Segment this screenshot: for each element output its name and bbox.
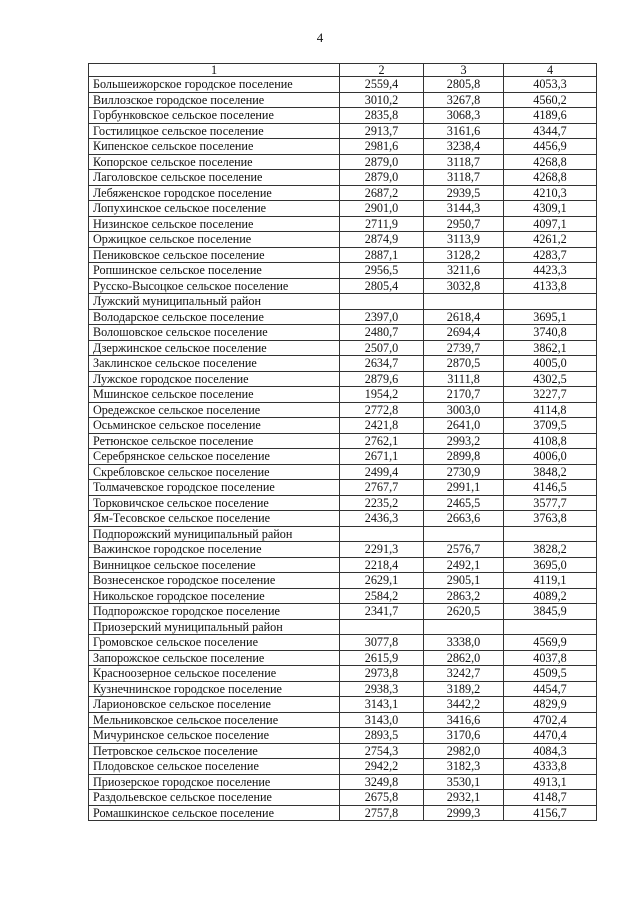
value-cell-2 <box>340 294 424 310</box>
value-cell-2: 2913,7 <box>340 123 424 139</box>
value-cell-3: 2950,7 <box>424 216 504 232</box>
value-cell-4: 4210,3 <box>504 185 597 201</box>
table-row <box>89 123 597 139</box>
value-cell-4: 3862,1 <box>504 340 597 356</box>
value-cell-2: 2805,4 <box>340 278 424 294</box>
value-cell-3 <box>424 526 504 542</box>
settlement-name-cell: Горбунковское сельское поселение <box>89 108 340 124</box>
table-row <box>89 294 597 310</box>
value-cell-3: 3118,7 <box>424 154 504 170</box>
value-cell-4: 4261,2 <box>504 232 597 248</box>
settlement-name-cell: Винницкое сельское поселение <box>89 557 340 573</box>
header-cell-2: 2 <box>340 64 424 77</box>
value-cell-3: 2465,5 <box>424 495 504 511</box>
settlement-name-cell: Ретюнское сельское поселение <box>89 433 340 449</box>
value-cell-3: 2863,2 <box>424 588 504 604</box>
value-cell-3: 3338,0 <box>424 635 504 651</box>
settlement-name-cell: Петровское сельское поселение <box>89 743 340 759</box>
table-row <box>89 216 597 232</box>
value-cell-2: 3077,8 <box>340 635 424 651</box>
table-row <box>89 681 597 697</box>
table-row <box>89 92 597 108</box>
value-cell-2: 2835,8 <box>340 108 424 124</box>
value-cell-3: 3003,0 <box>424 402 504 418</box>
table-row <box>89 712 597 728</box>
value-cell-3: 2870,5 <box>424 356 504 372</box>
settlement-name-cell: Лужское городское поселение <box>89 371 340 387</box>
value-cell-3: 3189,2 <box>424 681 504 697</box>
table-row <box>89 278 597 294</box>
value-cell-2: 2584,2 <box>340 588 424 604</box>
settlement-name-cell: Ларионовское сельское поселение <box>89 697 340 713</box>
value-cell-4: 3227,7 <box>504 387 597 403</box>
value-cell-2: 2938,3 <box>340 681 424 697</box>
value-cell-4: 4333,8 <box>504 759 597 775</box>
value-cell-3: 3442,2 <box>424 697 504 713</box>
value-cell-2: 2942,2 <box>340 759 424 775</box>
value-cell-4: 3740,8 <box>504 325 597 341</box>
settlement-name-cell: Большеижорское городское поселение <box>89 77 340 93</box>
table-header <box>89 64 597 77</box>
table-row <box>89 77 597 93</box>
value-cell-4: 4456,9 <box>504 139 597 155</box>
table-row <box>89 340 597 356</box>
value-cell-2: 2754,3 <box>340 743 424 759</box>
header-cell-1: 1 <box>89 64 340 77</box>
table-row <box>89 108 597 124</box>
value-cell-3: 3068,3 <box>424 108 504 124</box>
value-cell-4: 4423,3 <box>504 263 597 279</box>
settlement-name-cell: Осьминское сельское поселение <box>89 418 340 434</box>
table-row <box>89 542 597 558</box>
value-cell-2: 2421,8 <box>340 418 424 434</box>
value-cell-2: 2874,9 <box>340 232 424 248</box>
table-row <box>89 557 597 573</box>
value-cell-2: 2687,2 <box>340 185 424 201</box>
table-row <box>89 511 597 527</box>
settlement-name-cell: Торковичское сельское поселение <box>89 495 340 511</box>
settlement-name-cell: Русско-Высоцкое сельское поселение <box>89 278 340 294</box>
value-cell-2: 2615,9 <box>340 650 424 666</box>
table-row <box>89 371 597 387</box>
header-cell-3: 3 <box>424 64 504 77</box>
value-cell-2: 2507,0 <box>340 340 424 356</box>
table-row <box>89 170 597 186</box>
settlement-name-cell: Скребловское сельское поселение <box>89 464 340 480</box>
value-cell-3: 2739,7 <box>424 340 504 356</box>
table-row <box>89 309 597 325</box>
value-cell-2: 2757,8 <box>340 805 424 821</box>
value-cell-2: 2762,1 <box>340 433 424 449</box>
value-cell-3 <box>424 294 504 310</box>
settlement-name-cell: Копорское сельское поселение <box>89 154 340 170</box>
value-cell-2: 2879,6 <box>340 371 424 387</box>
value-cell-4: 4309,1 <box>504 201 597 217</box>
settlement-name-cell: Кузнечнинское городское поселение <box>89 681 340 697</box>
value-cell-4: 4005,0 <box>504 356 597 372</box>
value-cell-4: 3763,8 <box>504 511 597 527</box>
settlement-name-cell: Виллозское городское поселение <box>89 92 340 108</box>
value-cell-3: 3182,3 <box>424 759 504 775</box>
value-cell-4: 3695,0 <box>504 557 597 573</box>
value-cell-2: 2499,4 <box>340 464 424 480</box>
value-cell-3: 2932,1 <box>424 790 504 806</box>
header-cell-4: 4 <box>504 64 597 77</box>
settlement-name-cell: Ям-Тесовское сельское поселение <box>89 511 340 527</box>
settlement-name-cell: Вознесенское городское поселение <box>89 573 340 589</box>
table-row <box>89 185 597 201</box>
value-cell-4: 4119,1 <box>504 573 597 589</box>
value-cell-3: 2905,1 <box>424 573 504 589</box>
value-cell-3: 3128,2 <box>424 247 504 263</box>
value-cell-4 <box>504 619 597 635</box>
settlement-name-cell: Мичуринское сельское поселение <box>89 728 340 744</box>
value-cell-3: 2993,2 <box>424 433 504 449</box>
settlement-name-cell: Подпорожское городское поселение <box>89 604 340 620</box>
table-row <box>89 774 597 790</box>
table-row <box>89 697 597 713</box>
value-cell-2: 3249,8 <box>340 774 424 790</box>
value-cell-4: 4283,7 <box>504 247 597 263</box>
value-cell-3: 2730,9 <box>424 464 504 480</box>
table-row <box>89 263 597 279</box>
value-cell-2: 2973,8 <box>340 666 424 682</box>
value-cell-2: 2772,8 <box>340 402 424 418</box>
value-cell-4: 4470,4 <box>504 728 597 744</box>
table-row <box>89 449 597 465</box>
table-row <box>89 666 597 682</box>
settlement-name-cell: Подпорожский муниципальный район <box>89 526 340 542</box>
value-cell-4: 4148,7 <box>504 790 597 806</box>
value-cell-2: 2671,1 <box>340 449 424 465</box>
value-cell-4: 3577,7 <box>504 495 597 511</box>
value-cell-4: 4114,8 <box>504 402 597 418</box>
value-cell-4: 3828,2 <box>504 542 597 558</box>
settlement-name-cell: Лебяженское городское поселение <box>89 185 340 201</box>
value-cell-2: 2981,6 <box>340 139 424 155</box>
value-cell-2: 2341,7 <box>340 604 424 620</box>
value-cell-4: 4189,6 <box>504 108 597 124</box>
header-row <box>89 64 597 77</box>
value-cell-4: 4913,1 <box>504 774 597 790</box>
table-row <box>89 573 597 589</box>
value-cell-4: 4560,2 <box>504 92 597 108</box>
table-row <box>89 759 597 775</box>
value-cell-2 <box>340 526 424 542</box>
value-cell-4: 4053,3 <box>504 77 597 93</box>
settlement-name-cell: Ромашкинское сельское поселение <box>89 805 340 821</box>
value-cell-3: 3111,8 <box>424 371 504 387</box>
value-cell-3: 2641,0 <box>424 418 504 434</box>
value-cell-3: 3161,6 <box>424 123 504 139</box>
value-cell-3: 3242,7 <box>424 666 504 682</box>
value-cell-4: 4454,7 <box>504 681 597 697</box>
value-cell-2: 2956,5 <box>340 263 424 279</box>
value-cell-4: 4829,9 <box>504 697 597 713</box>
table-row <box>89 805 597 821</box>
value-cell-4 <box>504 526 597 542</box>
value-cell-2: 2879,0 <box>340 170 424 186</box>
table-row <box>89 356 597 372</box>
table-row <box>89 650 597 666</box>
table-body <box>89 77 597 821</box>
value-cell-3: 2492,1 <box>424 557 504 573</box>
settlement-name-cell: Мельниковское сельское поселение <box>89 712 340 728</box>
value-cell-3: 2899,8 <box>424 449 504 465</box>
value-cell-3: 2805,8 <box>424 77 504 93</box>
table-row <box>89 480 597 496</box>
value-cell-4: 4268,8 <box>504 154 597 170</box>
value-cell-3: 3416,6 <box>424 712 504 728</box>
settlement-name-cell: Оредежское сельское поселение <box>89 402 340 418</box>
value-cell-4: 4268,8 <box>504 170 597 186</box>
value-cell-4: 4133,8 <box>504 278 597 294</box>
settlement-name-cell: Красноозерное сельское поселение <box>89 666 340 682</box>
settlement-name-cell: Дзержинское сельское поселение <box>89 340 340 356</box>
value-cell-3: 3032,8 <box>424 278 504 294</box>
settlement-name-cell: Володарское сельское поселение <box>89 309 340 325</box>
settlement-name-cell: Ропшинское сельское поселение <box>89 263 340 279</box>
table-row <box>89 604 597 620</box>
settlement-name-cell: Лужский муниципальный район <box>89 294 340 310</box>
value-cell-3: 3118,7 <box>424 170 504 186</box>
value-cell-2: 2436,3 <box>340 511 424 527</box>
value-cell-3: 2694,4 <box>424 325 504 341</box>
value-cell-2: 2397,0 <box>340 309 424 325</box>
value-cell-2: 3143,0 <box>340 712 424 728</box>
value-cell-3: 3267,8 <box>424 92 504 108</box>
table-row <box>89 743 597 759</box>
value-cell-3: 2663,6 <box>424 511 504 527</box>
value-cell-3: 3238,4 <box>424 139 504 155</box>
value-cell-3: 2620,5 <box>424 604 504 620</box>
settlement-name-cell: Оржицкое сельское поселение <box>89 232 340 248</box>
value-cell-2: 2634,7 <box>340 356 424 372</box>
value-cell-2: 2893,5 <box>340 728 424 744</box>
value-cell-3: 2939,5 <box>424 185 504 201</box>
value-cell-2: 2629,1 <box>340 573 424 589</box>
value-cell-4: 3709,5 <box>504 418 597 434</box>
settlement-name-cell: Волошовское сельское поселение <box>89 325 340 341</box>
value-cell-3 <box>424 619 504 635</box>
value-cell-3: 2862,0 <box>424 650 504 666</box>
value-cell-4: 4146,5 <box>504 480 597 496</box>
value-cell-4 <box>504 294 597 310</box>
value-cell-4: 4344,7 <box>504 123 597 139</box>
settlement-name-cell: Заклинское сельское поселение <box>89 356 340 372</box>
value-cell-4: 4108,8 <box>504 433 597 449</box>
value-cell-3: 2618,4 <box>424 309 504 325</box>
settlement-name-cell: Лаголовское сельское поселение <box>89 170 340 186</box>
value-cell-3: 3170,6 <box>424 728 504 744</box>
value-cell-4: 4702,4 <box>504 712 597 728</box>
value-cell-2: 2901,0 <box>340 201 424 217</box>
table-row <box>89 588 597 604</box>
value-cell-2: 3010,2 <box>340 92 424 108</box>
value-cell-4: 3695,1 <box>504 309 597 325</box>
value-cell-3: 3113,9 <box>424 232 504 248</box>
table-row <box>89 247 597 263</box>
table-row <box>89 635 597 651</box>
value-cell-4: 4569,9 <box>504 635 597 651</box>
value-cell-3: 3211,6 <box>424 263 504 279</box>
value-cell-2: 2767,7 <box>340 480 424 496</box>
page-number: 4 <box>316 30 324 45</box>
value-cell-4: 4084,3 <box>504 743 597 759</box>
settlement-name-cell: Гостилицкое сельское поселение <box>89 123 340 139</box>
value-cell-2: 2559,4 <box>340 77 424 93</box>
value-cell-4: 4006,0 <box>504 449 597 465</box>
table-row <box>89 139 597 155</box>
value-cell-4: 3848,2 <box>504 464 597 480</box>
value-cell-4: 4089,2 <box>504 588 597 604</box>
table-row <box>89 325 597 341</box>
value-cell-2: 2711,9 <box>340 216 424 232</box>
settlement-name-cell: Пениковское сельское поселение <box>89 247 340 263</box>
settlement-name-cell: Приозерский муниципальный район <box>89 619 340 635</box>
settlement-name-cell: Серебрянское сельское поселение <box>89 449 340 465</box>
table-row <box>89 418 597 434</box>
value-cell-3: 2170,7 <box>424 387 504 403</box>
table-row <box>89 201 597 217</box>
value-cell-2: 2675,8 <box>340 790 424 806</box>
value-cell-3: 2982,0 <box>424 743 504 759</box>
value-cell-3: 2576,7 <box>424 542 504 558</box>
settlement-name-cell: Раздольевское сельское поселение <box>89 790 340 806</box>
table-row <box>89 495 597 511</box>
value-cell-4: 4037,8 <box>504 650 597 666</box>
value-cell-2: 2218,4 <box>340 557 424 573</box>
value-cell-3: 2999,3 <box>424 805 504 821</box>
settlement-name-cell: Толмачевское городское поселение <box>89 480 340 496</box>
settlement-name-cell: Запорожское сельское поселение <box>89 650 340 666</box>
settlement-name-cell: Важинское городское поселение <box>89 542 340 558</box>
settlement-name-cell: Никольское городское поселение <box>89 588 340 604</box>
value-cell-2 <box>340 619 424 635</box>
settlement-name-cell: Лопухинское сельское поселение <box>89 201 340 217</box>
value-cell-4: 4097,1 <box>504 216 597 232</box>
value-cell-3: 3144,3 <box>424 201 504 217</box>
table-row <box>89 387 597 403</box>
table-row <box>89 526 597 542</box>
settlement-name-cell: Кипенское сельское поселение <box>89 139 340 155</box>
value-cell-4: 3845,9 <box>504 604 597 620</box>
value-cell-2: 2235,2 <box>340 495 424 511</box>
table-row <box>89 464 597 480</box>
value-cell-2: 3143,1 <box>340 697 424 713</box>
table-row <box>89 619 597 635</box>
value-cell-2: 1954,2 <box>340 387 424 403</box>
table-row <box>89 402 597 418</box>
value-cell-3: 2991,1 <box>424 480 504 496</box>
table-row <box>89 728 597 744</box>
value-cell-2: 2480,7 <box>340 325 424 341</box>
value-cell-4: 4156,7 <box>504 805 597 821</box>
data-table <box>88 63 597 821</box>
value-cell-2: 2887,1 <box>340 247 424 263</box>
table-row <box>89 154 597 170</box>
table-row <box>89 790 597 806</box>
settlement-name-cell: Громовское сельское поселение <box>89 635 340 651</box>
settlement-name-cell: Низинское сельское поселение <box>89 216 340 232</box>
settlement-name-cell: Приозерское городское поселение <box>89 774 340 790</box>
settlement-name-cell: Плодовское сельское поселение <box>89 759 340 775</box>
table-row <box>89 232 597 248</box>
table-row <box>89 433 597 449</box>
value-cell-4: 4302,5 <box>504 371 597 387</box>
settlement-name-cell: Мшинское сельское поселение <box>89 387 340 403</box>
value-cell-2: 2879,0 <box>340 154 424 170</box>
value-cell-4: 4509,5 <box>504 666 597 682</box>
value-cell-2: 2291,3 <box>340 542 424 558</box>
value-cell-3: 3530,1 <box>424 774 504 790</box>
